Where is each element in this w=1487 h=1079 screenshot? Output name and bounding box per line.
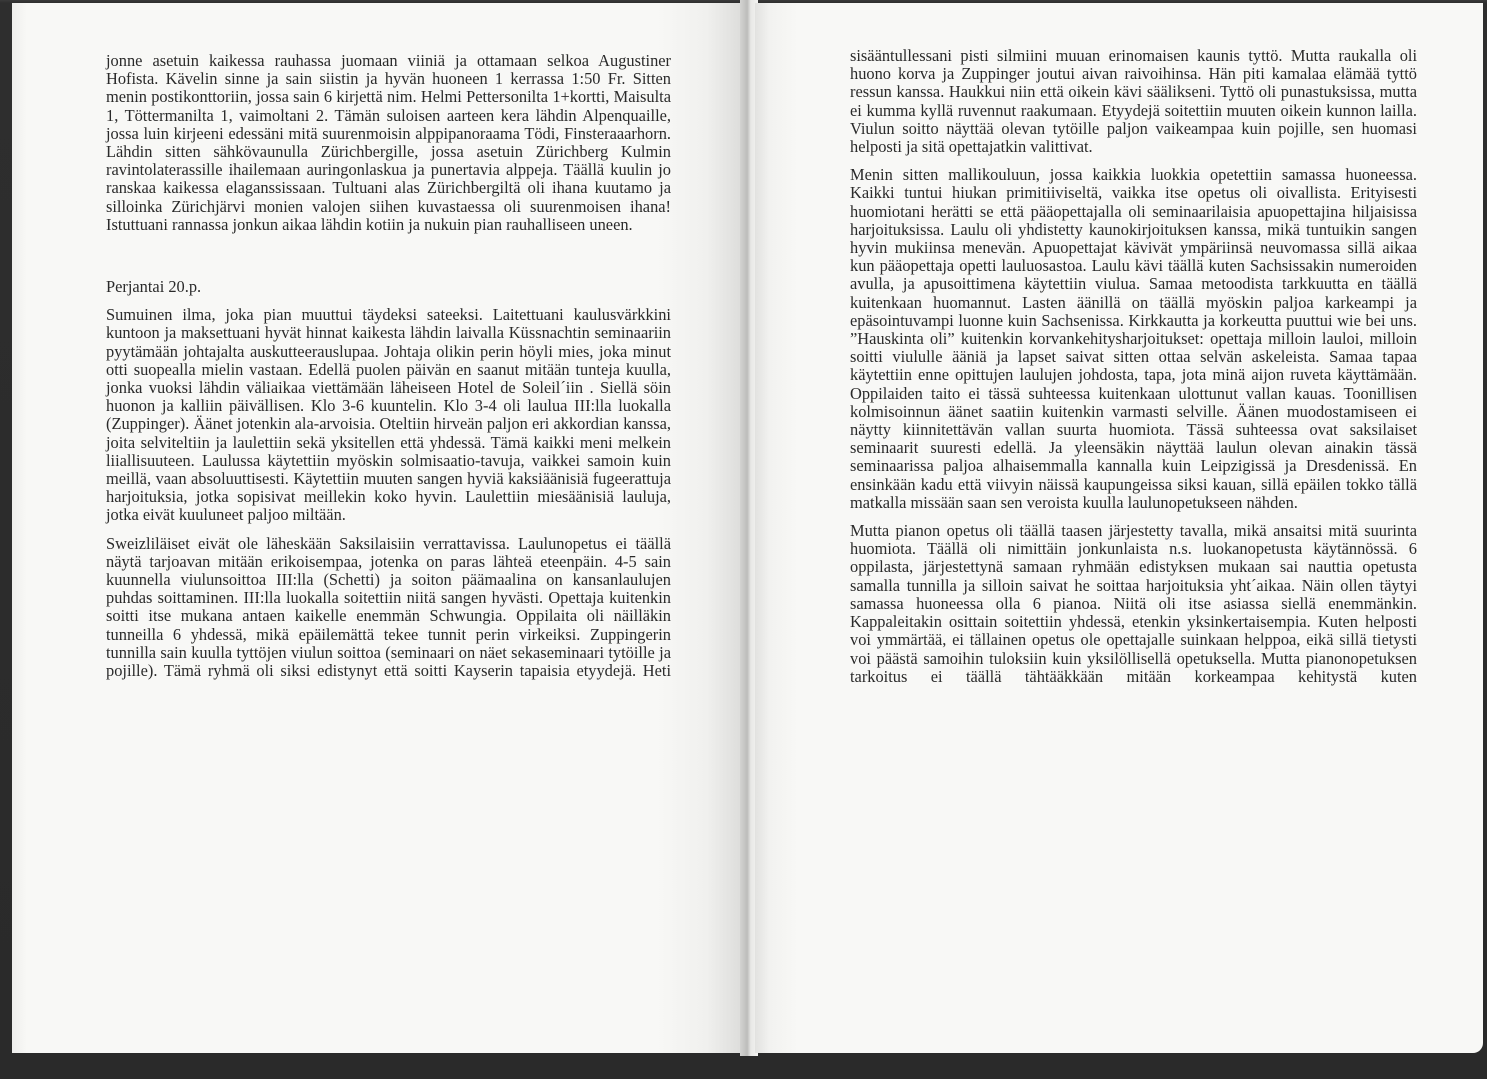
dateline-heading: Perjantai 20.p. — [106, 277, 202, 297]
paragraph: Menin sitten mallikouluun, jossa kaikkia luokkia opetettiin samassa huoneessa. Kaikki tuntui hiukan primitiiviseltä, vaikka itse opetus oli oivallista. Erityisesti huomiotani herätti se että pääopettajalla oli seminaarilaisia apuopettajina hiljaisissa harjoituksissa. Laulu oli yhdistetty kaunokirjoituksen kanssa, mikä tuntuikin sangen hyvin mukiinsa menevän. Apuopettajat kävivät ympäriinsä neuvomassa sillä aikaa kun pääopettaja opetti lauluosastoa. Laulu kävi täällä kuten Sachsissakin numeroiden avulla, ja apusoittimena käytettiin viulua. Samaa metoodista tarkkuutta en täällä kuitenkaan huomannut. Lasten äänillä on täällä myöskin paljoa karkeampi ja epäsointuvampi luonne kuin Sachsenissa. Kirkkautta ja korkeutta puuttui wie bei uns. ”Hauskinta oli” kuitenkin korvankehitysharjoitukset: opettaja milloin lauloi, milloin soitti viululle ääniä ja lapset saivat sitten ottaa selvän askeleista. Samaa tapaa käytettiin enne opittujen laulujen johdosta, tapa, jota minä aijon ruveta käyttämään. Oppilaiden taito ei tässä suhteessa kuitenkaan ulottunut vallan kauas. Toonillisen kolmisoinnun äänet saatiin kuitenkin varmasti selville. Äänen muodostamiseen ei näytty kiinnitettävän vallan suurta huomiota. Tässä suhteessa ovat saksilaiset seminaarit suuresti edellä. Ja yleensäkin näyttää laulun olevan ainakin tässä seminaarissa paljoa alhaisemmalla kannalla kuin Leipzigissä ja Dresdenissä. En ensinkään kadu että viivyin näissä kaupungeissa siksi kauan, sillä epäilen tokko tällä matkalla missään saan sen veroista kuulla laulunopetukseen nähden. — [850, 165, 1417, 512]
right-page-text — [850, 47, 1417, 696]
paragraph: sisääntullessani pisti silmiini muuan erinomaisen kaunis tyttö. Mutta raukalla oli huono korva ja Zuppinger joutui aivan raivoihinsa. Hän piti kamalaa elämää tyttö ressun kanssa. Haukkui niin että oikein kävi säälikseni. Tyttö oli punastuksissa, mutta ei kumma kyllä ruvennut raakumaan. Etyydejä soitettiin muuten oikein kunnon lailla. Viulun soitto näyttää olevan tytöille paljon vaikeampaa kuin pojille, sen huomasi helposti ja sitä opettajatkin valittivat. — [850, 46, 1417, 157]
left-page-text — [106, 52, 671, 690]
paragraph: Sweizliläiset eivät ole läheskään Saksilaisiin verrattavissa. Laulunopetus ei täällä näytä tarjoavan mitään erikoisempaa, jotenka on paras lähteä eteenpäin. 4-5 sain kuunnella viulunsoittoa III:lla (Schetti) ja soiton päämaalina on kansanlaulujen puhdas soittaminen. III:lla luokalla soitettiin niitä sangen hyvästi. Opettaja kuitenkin soitti itse mukana antaen kaikelle enemmän Schwungia. Oppilaita oli näilläkin tunneilla 6 yhdessä, mikä epäilemättä tekee tunnit perin virkeiksi. Zuppingerin tunnilla sain kuulla tyttöjen viulun soittoa (seminaari on näet sekaseminaari tytöille ja pojille). Tämä ryhmä oli siksi edistynyt että soitti Kayserin tapaisia etyydejä. Heti — [106, 533, 671, 681]
left-page — [12, 3, 743, 1053]
right-page — [755, 3, 1483, 1053]
paragraph: Mutta pianon opetus oli täällä taasen järjestetty tavalla, mikä ansaitsi mitä suurinta huomiota. Täällä oli nimittäin jonkunlaista n.s. luokanopetusta käytännössä. 6 oppilasta, järjestettynä samaan ryhmään edistyksen mukaan sai nauttia opetusta samalla tunnilla ja silloin saivat he soittaa harjoituksia yht´aikaa. Näin ollen täytyi samassa huoneessa olla 6 pianoa. Niitä oli itse asiassa siellä enemmänkin. Kappaleitakin osittain soitettiin yhdessä, etenkin yksinkertaisempia. Kuten helposti voi ymmärtää, ei tällainen opetus ole opettajalle suinkaan helppoa, eikä sillä tietysti voi päästä samoihin tuloksiin kuin yksilöllisellä opetuksella. Mutta pianonopetuksen tarkoitus ei täällä tähtääkkään mitään korkeampaa kehitystä kuten — [850, 521, 1417, 686]
paragraph: Sumuinen ilma, joka pian muuttui täydeksi sateeksi. Laitettuani kaulusvärkkini kuntoon ja maksettuani hyvät hinnat kaikesta lähdin laivalla Küssnachtin seminaariin pyytämään johtajalta auskutteerauslupaa. Johtaja olikin perin höyli mies, joka minut otti suopealla mielin vastaan. Edellä puolen päivän en saanut mitään tunteja kuulla, jonka vuoksi lähdin väliaikaa viettämään läheiseen Hotel de Soleil´iin . Siellä söin huonon ja kalliin päivällisen. Klo 3-6 kuuntelin. Klo 3-4 oli laulua III:lla luokalla (Zuppinger). Äänet jotenkin ala-arvoisia. Oteltiin hirveän paljon eri akkordian kanssa, joita selviteltiin ja laulettiin sekä yksitellen että yhdessä. Tämä kaikki meni melkein liiallisuuteen. Laulussa käytettiin myöskin solmisaatio-tavuja, vaikkei samoin kuin meillä, vaan absoluuttisesti. Käytettiin muuten sangen hyviä kaksiäänisiä fugeerattuja harjoituksia, jotka sopisivat meillekin koko hyvin. Laulettiin miesäänisiä lauluja, jotka eivät kuuluneet paljoo miltään. — [106, 305, 671, 525]
paragraph: jonne asetuin kaikessa rauhassa juomaan viiniä ja ottamaan selkoa Augustiner Hofista. Kävelin sinne ja sain siistin ja hyvän huoneen 1 kerrassa 1:50 Fr. Sitten menin postikonttoriin, jossa sain 6 kirjettä nim. Helmi Pettersonilta 1+kortti, Maisulta 1, Töttermanilta 1, vaimoltani 2. Tämän suloisen aarteen kera lähdin Alpenquaille, jossa luin kirjeeni edessäni mitä suurenmoisin alppipanoraama Tödi, Finsteraaarhorn. Lähdin sitten sähkövaunulla Zürichbergille, jossa asetuin Zürichberg Kulmin ravintolaterassille ihailemaan auringonlaskua ja punertavia alppeja. Täällä kuulin jo ranskaa kaikessa elaganssissaan. Tultuani alas Zürichbergiltä oli ihana kuutamo ja silloinka Zürichjärvi monien valojen siihen kuvastaessa oli suurenmoisen ihana! Istuttuani rannassa jonkun aikaa lähdin kotiin ja nukuin pian rauhalliseen uneen. — [106, 51, 671, 234]
